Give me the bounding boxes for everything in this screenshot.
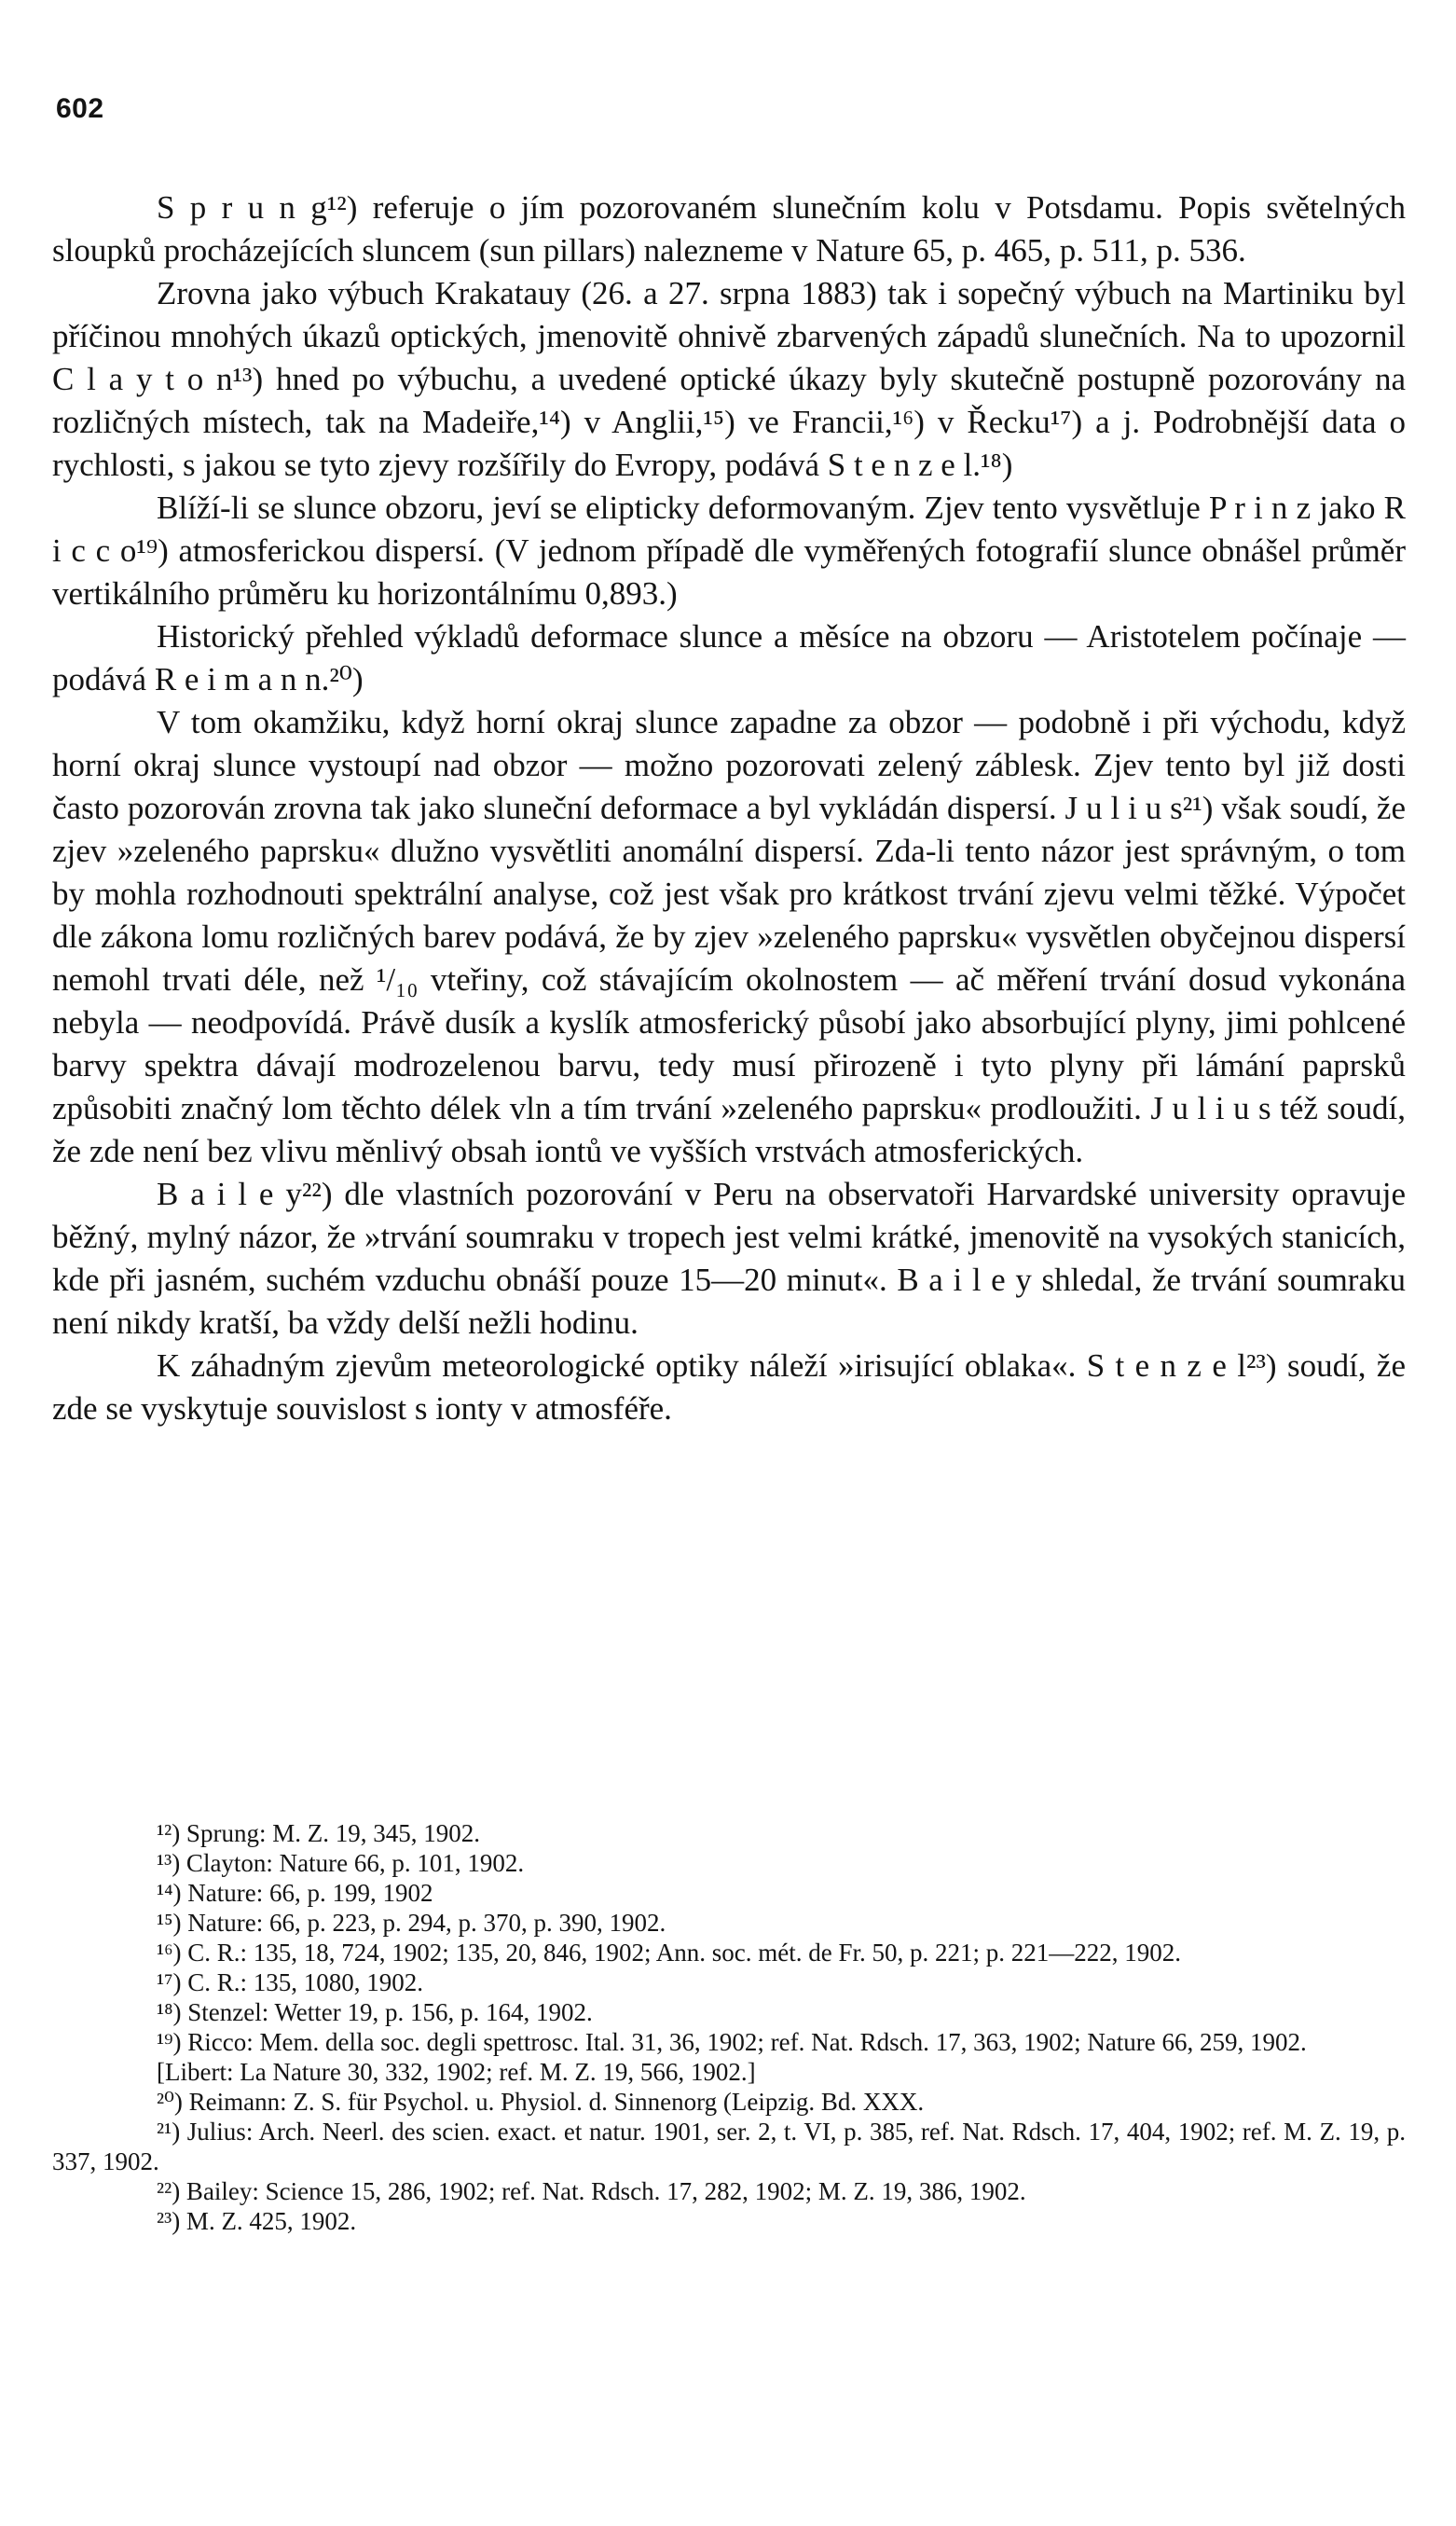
footnote: ¹⁵) Nature: 66, p. 223, p. 294, p. 370, p. 390, 1902. — [157, 1909, 666, 1937]
paragraph: Historický přehled výkladů deformace slunce a měsíce na obzoru — Aristotelem počínaje — podává R e i m a n n.²⁰) — [52, 618, 1406, 697]
paragraph: B a i l e y²²) dle vlastních pozorování v Peru na observatoři Harvardské university opravuje běžný, mylný názor, že »trvání soumraku v tropech jest velmi krátké, jmenovitě na vysokých stanicích, kde při jasném, suchém vzduchu obnáší pouze 15—20 minut«. B a i l e y shledal, že trvání soumraku není nikdy kratší, ba vždy delší nežli hodinu. — [52, 1176, 1406, 1341]
footnote: [Libert: La Nature 30, 332, 1902; ref. M. Z. 19, 566, 1902.] — [157, 2058, 756, 2086]
footnote: ²²) Bailey: Science 15, 286, 1902; ref. Nat. Rdsch. 17, 282, 1902; M. Z. 19, 386, 1902. — [157, 2177, 1026, 2205]
footnote: ¹⁹) Ricco: Mem. della soc. degli spettrosc. Ital. 31, 36, 1902; ref. Nat. Rdsch. 17, 363, 1902; Nature 66, 259, 1902. — [157, 2028, 1307, 2056]
paragraph: V tom okamžiku, když horní okraj slunce zapadne za obzor — podobně i při východu, když horní okraj slunce vystoupí nad obzor — možno pozorovati zelený záblesk. Zjev tento byl již dosti často pozorován zrovna tak jako sluneční deformace a byl vykládán dispersí. J u l i u s²¹) však soudí, že zjev »zeleného paprsku« dlužno vysvětliti anomální dispersí. Zda-li tento názor jest správným, o tom by mohla rozhodnouti spektrální analyse, což jest však pro krátkost trvání zjevu velmi těžké. Výpočet dle zákona lomu rozličných barev podává, že by zjev »zeleného paprsku« vysvětlen obyčejnou dispersí nemohl trvati déle, než ¹/₁₀ vteřiny, což stávajícím okolnostem — ač měření trvání dosud vykonána nebyla — neodpovídá. Právě dusík a kyslík atmosferický působí jako absorbující plyny, jimi pohlcené barvy spektra dávají modrozelenou barvu, tedy musí přirozeně i tyto plyny při lámání paprsků způsobiti značný lom těchto délek vln a tím trvání »zeleného paprsku« prodloužiti. J u l i u s též soudí, že zde není bez vlivu měnlivý obsah iontů ve vyšších vrstvách atmosferických. — [52, 704, 1406, 1169]
footnotes — [52, 1818, 1406, 2236]
page-number: 602 — [56, 93, 104, 124]
paragraph: Zrovna jako výbuch Krakatauy (26. a 27. srpna 1883) tak i sopečný výbuch na Martiniku byl příčinou mnohých úkazů optických, jmenovitě ohnivě zbarvených západů slunečních. Na to upozornil C l a y t o n¹³) hned po výbuchu, a uvedené optické úkazy byly skutečně postupně pozorovány na rozličných místech, tak na Madeiře,¹⁴) v Anglii,¹⁵) ve Francii,¹⁶) v Řecku¹⁷) a j. Podrobnější data o rychlosti, s jakou se tyto zjevy rozšířily do Evropy, podává S t e n z e l.¹⁸) — [52, 275, 1406, 483]
main-text — [52, 186, 1406, 1430]
footnote: ¹⁶) C. R.: 135, 18, 724, 1902; 135, 20, 846, 1902; Ann. soc. mét. de Fr. 50, p. 221; p. 221—222, 1902. — [157, 1939, 1182, 1967]
footnote: ¹⁷) C. R.: 135, 1080, 1902. — [157, 1968, 424, 1996]
paragraph: S p r u n g¹²) referuje o jím pozorovaném slunečním kolu v Potsdamu. Popis světelných sloupků procházejících sluncem (sun pillars) nalezneme v Nature 65, p. 465, p. 511, p. 536. — [52, 189, 1406, 269]
paragraph: Blíží-li se slunce obzoru, jeví se elipticky deformovaným. Zjev tento vysvětluje P r i n z jako R i c c o¹⁹) atmosferickou dispersí. (V jednom případě dle vyměřených fotografií slunce obnášel průměr vertikálního průměru ku horizontálnímu 0,893.) — [52, 490, 1406, 612]
footnote: ²³) M. Z. 425, 1902. — [157, 2207, 357, 2235]
footnote: ¹²) Sprung: M. Z. 19, 345, 1902. — [157, 1819, 480, 1847]
footnote: ¹⁸) Stenzel: Wetter 19, p. 156, p. 164, 1902. — [157, 1998, 593, 2026]
footnote: ²⁰) Reimann: Z. S. für Psychol. u. Physiol. d. Sinnenorg (Leipzig. Bd. XXX. — [157, 2088, 925, 2116]
footnote: ¹⁴) Nature: 66, p. 199, 1902 — [157, 1879, 433, 1907]
footnote: ¹³) Clayton: Nature 66, p. 101, 1902. — [157, 1849, 525, 1877]
paragraph: K záhadným zjevům meteorologické optiky náleží »irisující oblaka«. S t e n z e l²³) soudí, že zde se vyskytuje souvislost s ionty v atmosféře. — [52, 1347, 1406, 1427]
footnote: ²¹) Julius: Arch. Neerl. des scien. exact. et natur. 1901, ser. 2, t. VI, p. 385, ref. Nat. Rdsch. 17, 404, 1902; ref. M. Z. 19, p. 337, 1902. — [52, 2118, 1406, 2175]
